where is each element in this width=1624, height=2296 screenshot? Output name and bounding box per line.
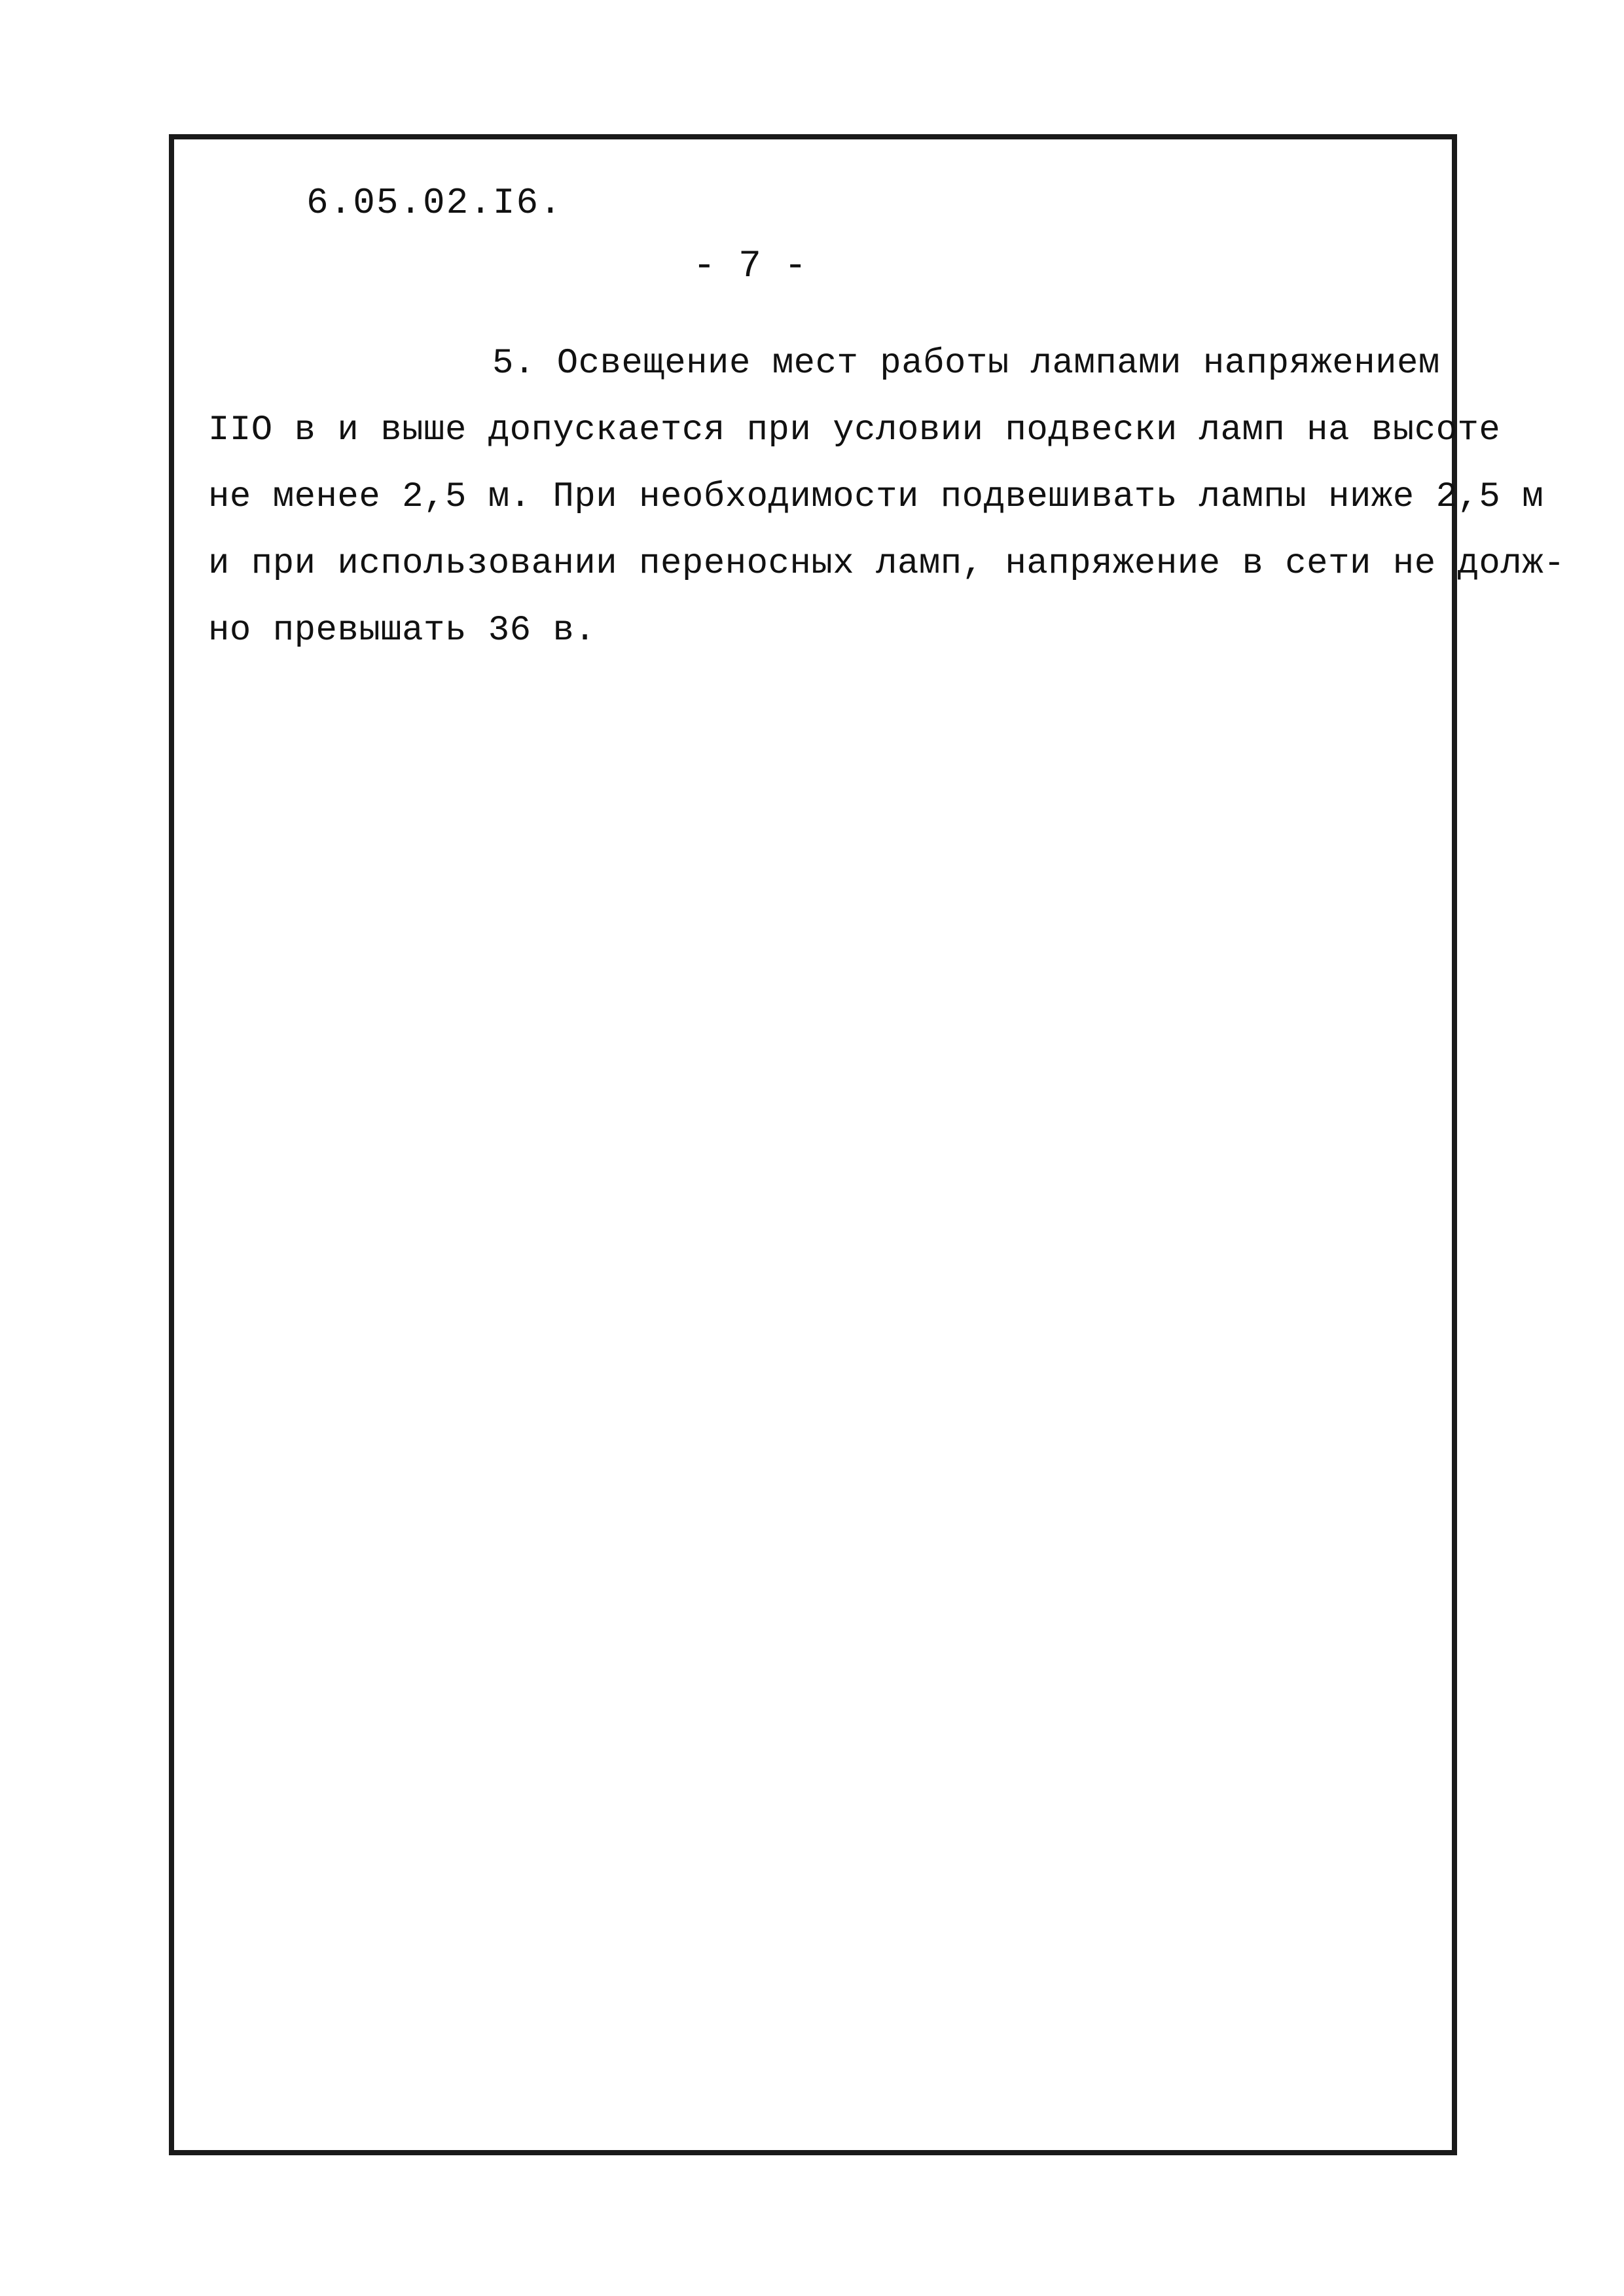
text-line: и при использовании переносных ламп, напряжение в сети не долж- (208, 544, 1566, 584)
page-number: - 7 - (693, 245, 807, 288)
text-line: 5. Освещение мест работы лампами напряжением (492, 344, 1440, 384)
paragraph-5 (208, 331, 1566, 664)
text-line: не менее 2,5 м. При необходимости подвешивать лампы ниже 2,5 м (208, 477, 1544, 517)
text-line: но превышать 36 в. (208, 611, 596, 651)
text-line: IIO в и выше допускается при условии подвески ламп на высоте (208, 410, 1501, 450)
document-code: 6.05.02.I6. (306, 182, 563, 224)
page-number-container (0, 245, 1624, 288)
